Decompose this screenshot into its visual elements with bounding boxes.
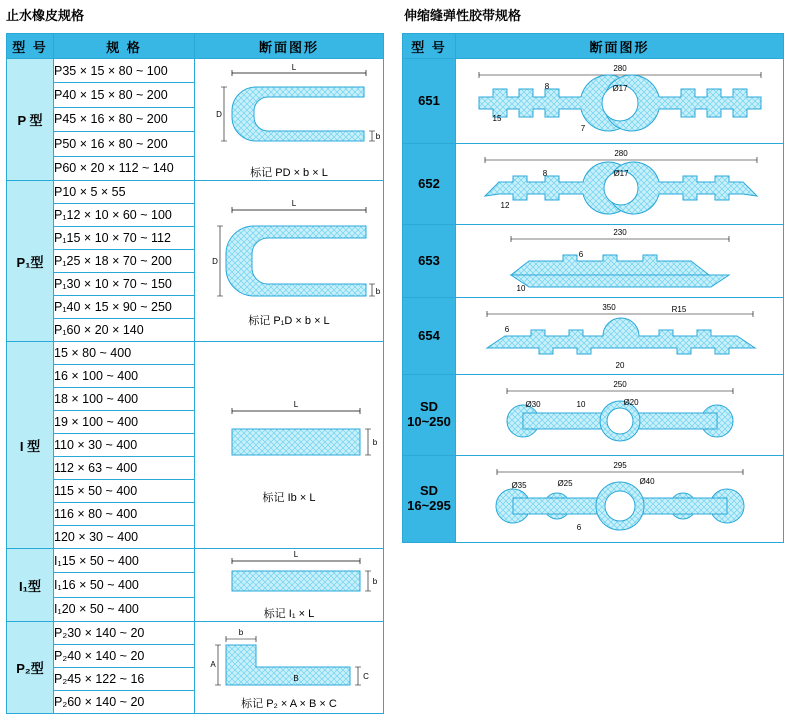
left-section-title: 止水橡皮规格: [6, 8, 85, 23]
spec-cell: 110 × 30 ~ 400: [54, 434, 195, 457]
svg-text:D: D: [212, 257, 218, 266]
model-sd-16-295-line2: 16~295: [407, 498, 451, 513]
figure-i1: [195, 549, 384, 622]
table-row: [7, 342, 384, 365]
spec-cell: P60 × 20 × 112 ~ 140: [54, 156, 195, 180]
group-type-p: P 型: [7, 59, 54, 181]
svg-text:b: b: [238, 627, 244, 637]
svg-text:b: b: [375, 287, 381, 296]
spec-cell: 16 × 100 ~ 400: [54, 365, 195, 388]
figure-sd-16-295: [456, 456, 784, 543]
table-row: [403, 298, 784, 375]
figure-651: [456, 59, 784, 144]
header-model-right: 型 号: [403, 34, 456, 59]
spec-cell: I₁15 × 50 ~ 400: [54, 549, 195, 573]
group-type-i: I 型: [7, 342, 54, 549]
table-row: [403, 225, 784, 298]
svg-text:20: 20: [615, 361, 624, 370]
spec-cell: I₁16 × 50 ~ 400: [54, 573, 195, 597]
svg-text:b: b: [375, 132, 381, 141]
model-sd-10-250-line1: SD: [419, 399, 439, 415]
waterstop-rubber-spec-table: [6, 33, 384, 714]
svg-text:295: 295: [612, 461, 627, 470]
model-sd-10-250: [403, 375, 456, 456]
svg-text:Ø20: Ø20: [622, 398, 639, 407]
svg-text:10: 10: [516, 284, 525, 293]
svg-text:R15: R15: [671, 305, 686, 314]
svg-text:350: 350: [601, 303, 616, 312]
svg-text:6: 6: [504, 325, 509, 334]
model-651: 651: [403, 59, 456, 144]
svg-text:L: L: [291, 199, 297, 208]
figure-sd-10-250: [456, 375, 784, 456]
figure-mark-p2: 标记 P₂ × A × B × C: [241, 697, 337, 710]
header-section-figure: 断面图形: [195, 34, 384, 59]
svg-text:250: 250: [612, 380, 627, 389]
spec-cell: P35 × 15 × 80 ~ 100: [54, 59, 195, 83]
svg-text:B: B: [293, 673, 299, 683]
figure-mark-p1: 标记 P₁D × b × L: [248, 315, 330, 327]
spec-cell: P50 × 16 × 80 ~ 200: [54, 132, 195, 156]
model-654: 654: [403, 298, 456, 375]
model-sd-16-295-line1: SD: [419, 483, 439, 499]
spec-cell: P₂45 × 122 ~ 16: [54, 668, 195, 691]
svg-text:L: L: [291, 63, 297, 72]
spec-cell: P₁15 × 10 × 70 ~ 112: [54, 227, 195, 250]
figure-mark-i1: 标记 I₁ × L: [263, 608, 315, 620]
spec-cell: 120 × 30 ~ 400: [54, 526, 195, 549]
group-type-p1: P₁型: [7, 181, 54, 342]
spec-cell: 116 × 80 ~ 400: [54, 503, 195, 526]
spec-cell: 115 × 50 ~ 400: [54, 480, 195, 503]
header-model: 型 号: [7, 34, 54, 59]
table-row: [403, 144, 784, 225]
spec-cell: 18 × 100 ~ 400: [54, 388, 195, 411]
model-653: 653: [403, 225, 456, 298]
spec-cell: P10 × 5 × 55: [54, 181, 195, 204]
svg-text:Ø40: Ø40: [638, 477, 655, 486]
spec-cell: I₁20 × 50 ~ 400: [54, 597, 195, 621]
expansion-joint-tape-spec-table: [402, 33, 784, 543]
table-row: [7, 622, 384, 645]
header-spec: 规 格: [54, 34, 195, 59]
svg-text:Ø17: Ø17: [611, 84, 628, 93]
svg-text:b: b: [372, 577, 378, 586]
table-row: [7, 549, 384, 573]
model-sd-10-250-line2: 10~250: [407, 414, 451, 429]
table-row: [7, 59, 384, 83]
svg-text:b: b: [372, 438, 378, 447]
right-section-title: 伸缩缝弹性胶带规格: [404, 8, 522, 23]
svg-text:L: L: [293, 550, 299, 559]
table-header-row: [403, 34, 784, 59]
table-row: [403, 59, 784, 144]
figure-652: [456, 144, 784, 225]
svg-text:280: 280: [613, 149, 628, 158]
model-652: 652: [403, 144, 456, 225]
spec-cell: P₁60 × 20 × 140: [54, 319, 195, 342]
figure-p: [195, 59, 384, 181]
group-type-i1: I₁型: [7, 549, 54, 622]
spec-cell: 19 × 100 ~ 400: [54, 411, 195, 434]
svg-text:6: 6: [578, 250, 583, 259]
figure-mark-p: 标记 PD × b × L: [250, 167, 328, 179]
table-row: [403, 375, 784, 456]
figure-i: [195, 342, 384, 549]
svg-text:15: 15: [492, 114, 501, 123]
svg-text:Ø30: Ø30: [524, 400, 541, 409]
svg-text:C: C: [363, 671, 369, 681]
svg-text:Ø17: Ø17: [612, 169, 629, 178]
spec-cell: P₁12 × 10 × 60 ~ 100: [54, 204, 195, 227]
spec-cell: 112 × 63 ~ 400: [54, 457, 195, 480]
group-type-p2: P₂型: [7, 622, 54, 714]
spec-cell: P₂30 × 140 ~ 20: [54, 622, 195, 645]
dim-width-651: 280: [612, 64, 627, 73]
spec-cell: P₁30 × 10 × 70 ~ 150: [54, 273, 195, 296]
spec-cell: 15 × 80 ~ 400: [54, 342, 195, 365]
spec-cell: P45 × 16 × 80 ~ 200: [54, 107, 195, 131]
figure-p2: [195, 622, 384, 714]
svg-text:6: 6: [576, 523, 581, 532]
table-row: [7, 181, 384, 204]
table-header-row: [7, 34, 384, 59]
svg-text:8: 8: [542, 169, 547, 178]
table-row: [403, 456, 784, 543]
svg-text:10: 10: [576, 400, 585, 409]
spec-cell: P40 × 15 × 80 ~ 200: [54, 83, 195, 107]
header-section-figure-right: 断面图形: [456, 34, 784, 59]
spec-cell: P₂60 × 140 ~ 20: [54, 691, 195, 714]
svg-text:7: 7: [580, 124, 585, 133]
model-sd-16-295: [403, 456, 456, 543]
figure-mark-i: 标记 Ib × L: [262, 492, 316, 504]
svg-text:8: 8: [544, 82, 549, 91]
svg-text:D: D: [216, 110, 222, 119]
svg-text:A: A: [210, 659, 216, 669]
svg-text:L: L: [293, 400, 299, 409]
spec-cell: P₁40 × 15 × 90 ~ 250: [54, 296, 195, 319]
svg-text:Ø35: Ø35: [510, 481, 527, 490]
figure-p1: [195, 181, 384, 342]
spec-cell: P₂40 × 140 ~ 20: [54, 645, 195, 668]
svg-text:Ø25: Ø25: [556, 479, 573, 488]
spec-cell: P₁25 × 18 × 70 ~ 200: [54, 250, 195, 273]
figure-653: [456, 225, 784, 298]
svg-text:230: 230: [612, 228, 627, 237]
figure-654: [456, 298, 784, 375]
svg-text:12: 12: [500, 201, 509, 210]
